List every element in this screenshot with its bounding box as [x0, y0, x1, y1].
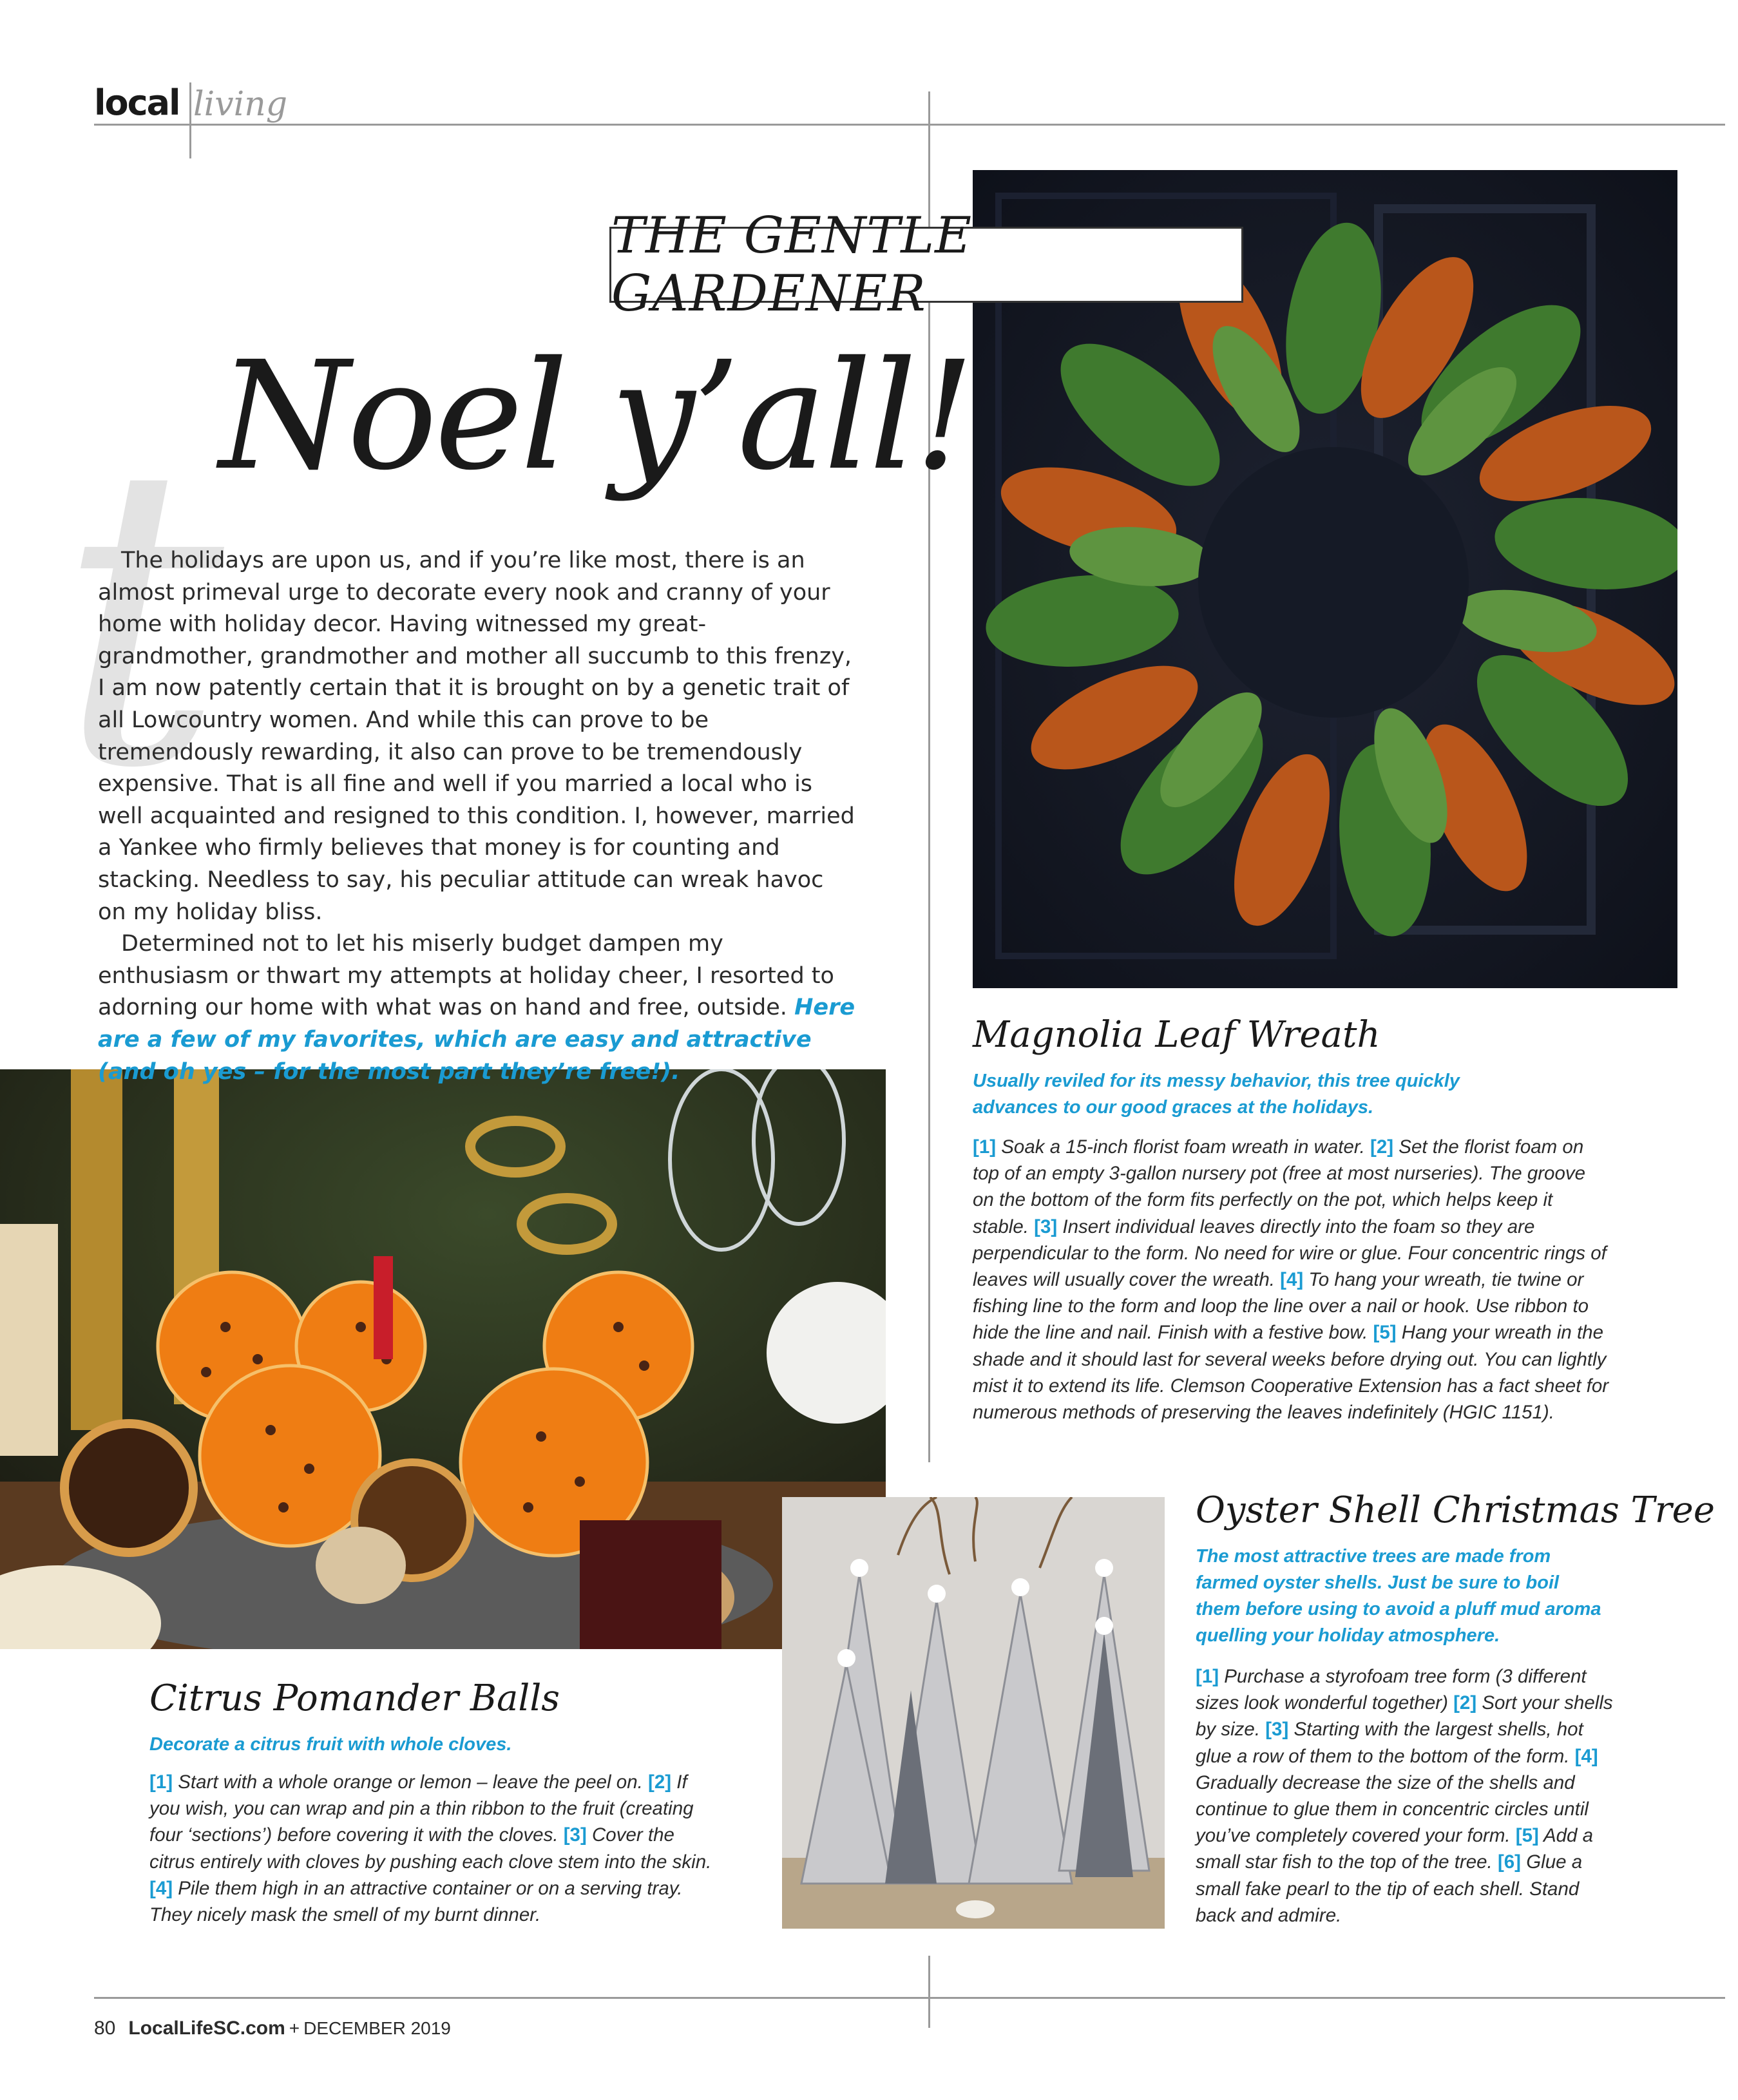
- intro-text: [98, 545, 858, 1088]
- citrus-step-4-text: Pile them high in an attractive container or on a serving tray. They nicely mask the smell of my burnt dinner.: [149, 1877, 683, 1926]
- oyster-steps: [1196, 1663, 1621, 1929]
- oyster-step-1-num: [1]: [1196, 1666, 1219, 1687]
- citrus-subtitle: Decorate a citrus fruit with whole cloves.: [149, 1734, 512, 1755]
- intro-highlight: Here are a few of my favorites, which are easy and attractive (and oh yes – for the most part they’re free!).: [98, 995, 855, 1085]
- oyster-step-6-text: Glue a small fake pearl to the tip of each shell. Stand back and admire.: [1196, 1851, 1583, 1926]
- page-footer: [94, 2018, 451, 2039]
- oyster-step-4-num: [4]: [1574, 1745, 1598, 1767]
- oyster-tree-photo: [782, 1497, 1165, 1929]
- brand-logo: local: [94, 82, 180, 123]
- magnolia-step-1-text: Soak a 15-inch florist foam wreath in water.: [996, 1136, 1371, 1158]
- footer-center-rule: [928, 1956, 930, 2028]
- oyster-subtitle: The most attractive trees are made from farmed oyster shells. Just be sure to boil them before using to avoid a pluff mud aroma quelling your holiday atmosphere.: [1196, 1546, 1601, 1646]
- oyster-step-2-text: Sort your shells by size.: [1196, 1692, 1613, 1741]
- magnolia-step-2-text: Set the florist foam on top of an empty 3-gallon nursery pot (free at most nurseries). The groove on the bottom of the form fits perfectly on the pot, which helps keep it stable.: [973, 1136, 1586, 1237]
- footer-website: LocalLifeSC.com: [128, 2018, 285, 2039]
- magnolia-step-1-num: [1]: [973, 1136, 997, 1158]
- oyster-title: Oyster Shell Christmas Tree: [1196, 1489, 1715, 1531]
- section-label: living: [193, 85, 288, 124]
- citrus-title: Citrus Pomander Balls: [149, 1677, 560, 1719]
- oyster-step-4-text: Gradually decrease the size of the shells and continue to glue them in concentric circles until you’ve completely covered your form.: [1196, 1771, 1589, 1847]
- oyster-step-3-num: [3]: [1265, 1719, 1289, 1741]
- header-divider: [189, 82, 191, 158]
- oyster-step-5-text: Add a small star fish to the top of the tree.: [1196, 1825, 1594, 1873]
- magnolia-step-3-num: [3]: [1034, 1216, 1058, 1237]
- footer-rule: [94, 1997, 1725, 1999]
- citrus-illustration: [0, 1069, 886, 1649]
- oyster-step-6-num: [6]: [1497, 1851, 1522, 1873]
- oyster-step-2-num: [2]: [1453, 1692, 1477, 1714]
- footer-issue: DECEMBER 2019: [303, 2018, 451, 2038]
- citrus-step-2-num: [2]: [648, 1771, 672, 1793]
- oyster-step-1-text: Purchase a styrofoam tree form (3 different sizes look wonderful together): [1196, 1666, 1587, 1714]
- magnolia-step-2-num: [2]: [1370, 1136, 1394, 1158]
- magnolia-step-4-num: [4]: [1280, 1269, 1304, 1291]
- header-rule: [94, 124, 1725, 126]
- citrus-step-4-num: [4]: [149, 1877, 173, 1899]
- magnolia-subtitle: Usually reviled for its messy behavior, this tree quickly advances to our good graces at the holidays.: [973, 1071, 1460, 1118]
- citrus-step-1-num: [1]: [149, 1771, 173, 1793]
- intro-paragraph-1: The holidays are upon us, and if you’re like most, there is an almost primeval urge to decorate every nook and cranny of your home with holiday decor. Having witnessed my great-grandmother, grandmother and mother all succumb to this frenzy, I am now patently certain that it is brought on by a genetic trait of all Lowcountry women. And while this can prove to be tremendously rewarding, it also can prove to be tremendously expensive. That is all fine and well if you married a local who is well acquainted and resigned to this condition. I, however, married a Yankee who firmly believes that money is for counting and stacking. Needless to say, his peculiar attitude can wreak havoc on my holiday bliss.: [98, 548, 855, 925]
- magnolia-steps: [973, 1134, 1610, 1426]
- oyster-step-3-text: Starting with the largest shells, hot glue a row of them to the bottom of the form.: [1196, 1719, 1583, 1767]
- intro-p2-text: Determined not to let his miserly budget dampen my enthusiasm or thwart my attempts at holiday cheer, I resorted to adorning our home with what was on hand and free, outside.: [98, 931, 834, 1021]
- footer-separator: +: [289, 2018, 300, 2038]
- citrus-step-3-text: Cover the citrus entirely with cloves by pushing each clove stem into the skin.: [149, 1824, 712, 1873]
- citrus-step-1-text: Start with a whole orange or lemon – leave the peel on.: [173, 1771, 649, 1793]
- page-title: Noel y’all!: [219, 329, 972, 503]
- citrus-step-3-num: [3]: [563, 1824, 587, 1846]
- oyster-illustration: [782, 1497, 1165, 1929]
- column-kicker: THE GENTLE GARDENER: [609, 227, 1243, 303]
- magnolia-step-4-text: To hang your wreath, tie twine or fishing line to the form and loop the line over a nail or hook. Use ribbon to hide the line and nail. Finish with a festive bow.: [973, 1269, 1589, 1344]
- oyster-step-5-num: [5]: [1515, 1825, 1539, 1847]
- magnolia-step-3-text: Insert individual leaves directly into the foam so they are perpendicular to the form. No need for wire or glue. Four concentric rings of leaves will usually cover the wreath.: [973, 1216, 1607, 1291]
- citrus-pomander-photo: [0, 1069, 886, 1649]
- magnolia-step-5-text: Hang your wreath in the shade and it should last for several weeks before drying out. You can lightly mist it to extend its life. Clemson Cooperative Extension has a fact sheet for numerous methods of preserving the leaves indefinitely (HGIC 1151).: [973, 1322, 1609, 1424]
- intro-paragraph-2: [98, 928, 858, 1088]
- magnolia-step-5-num: [5]: [1373, 1322, 1397, 1344]
- citrus-steps: [149, 1769, 716, 1928]
- drop-cap: t: [58, 378, 224, 858]
- citrus-step-2-text: If you wish, you can wrap and pin a thin ribbon to the fruit (creating four ‘sections’) before covering it with the cloves.: [149, 1771, 694, 1846]
- page-number: 80: [94, 2018, 116, 2039]
- magnolia-title: Magnolia Leaf Wreath: [973, 1014, 1380, 1056]
